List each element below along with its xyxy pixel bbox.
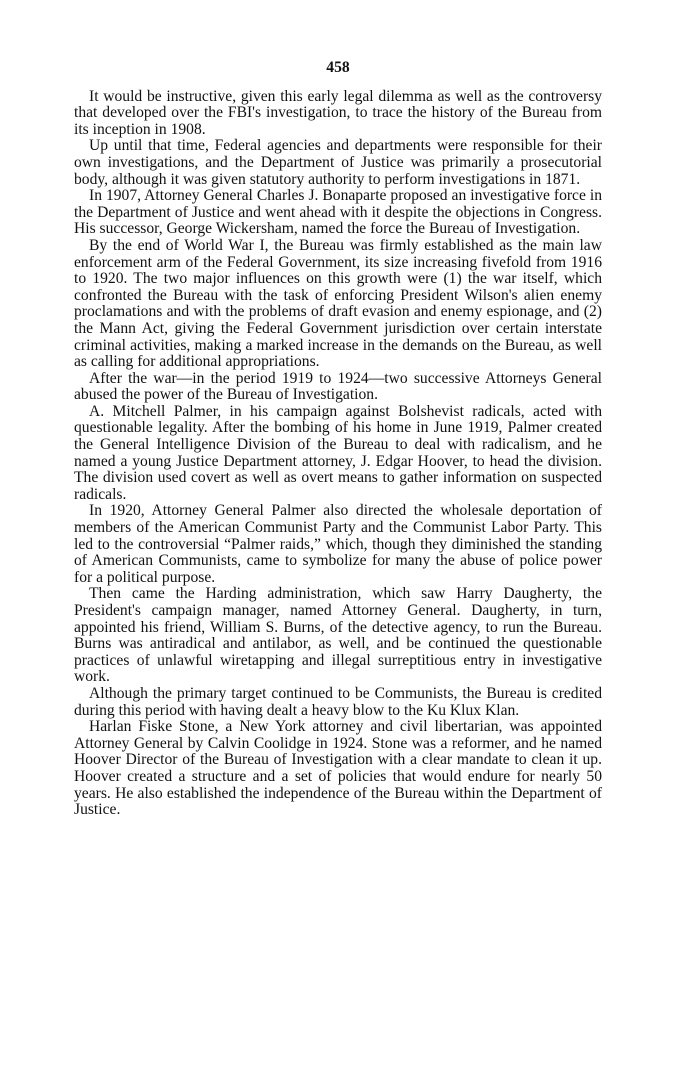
paragraph-1: It would be instructive, given this early legal dilemma as well as the controversy that developed over the FBI's investigation, to trace the history of the Bureau from its inception in 1908. — [74, 87, 602, 138]
paragraph-6: A. Mitchell Palmer, in his campaign against Bolshevist radicals, acted with questionable legality. After the bombing of his home in June 1919, Palmer created the General Intelligence Division of the Bureau to deal with radicalism, and he named a young Justice Department attorney, J. Edgar Hoover, to head the division. The division used covert as well as overt means to gather information on suspected radicals. — [74, 402, 602, 503]
paragraph-7: In 1920, Attorney General Palmer also directed the wholesale deportation of members of the American Communist Party and the Communist Labor Party. This led to the controversial “Palmer raids,” which, though they diminished the standing of American Communists, came to symbolize for many the abuse of police power for a political purpose. — [74, 502, 602, 586]
paragraph-2: Up until that time, Federal agencies and departments were responsible for their own investigations, and the Department of Justice was primarily a prosecutorial body, although it was given statutory authority to perform investigations in 1871. — [74, 137, 602, 188]
paragraph-3: In 1907, Attorney General Charles J. Bonaparte proposed an investigative force in the Department of Justice and went ahead with it despite the objections in Congress. His successor, George Wickersham, named the force the Bureau of Investigation. — [74, 187, 602, 238]
page-number: 458 — [326, 59, 350, 76]
paragraph-8: Then came the Harding administration, which saw Harry Daugherty, the President's campaign manager, named Attorney General. Daugherty, in turn, appointed his friend, William S. Burns, of the detective agency, to run the Bureau. Burns was antiradical and antilabor, as well, and be continued the questionable practices of unlawful wiretapping and illegal surreptitious entry in investigative work. — [74, 585, 602, 686]
paragraph-10: Harlan Fiske Stone, a New York attorney and civil libertarian, was appointed Attorney General by Calvin Coolidge in 1924. Stone was a reformer, and he named Hoover Director of the Bureau of Investigation with a clear mandate to clean it up. Hoover created a structure and a set of policies that would endure for nearly 50 years. He also established the independence of the Bureau within the Department of Justice. — [74, 718, 602, 819]
document-page — [74, 60, 602, 819]
paragraph-5: After the war—in the period 1919 to 1924—two successive Attorneys General abused the power of the Bureau of Investigation. — [74, 369, 602, 404]
paragraph-4: By the end of World War I, the Bureau was firmly established as the main law enforcement arm of the Federal Government, its size increasing fivefold from 1916 to 1920. The two major influences on this growth were (1) the war itself, which confronted the Bureau with the task of enforcing President Wilson's alien enemy proclamations and with the problems of draft evasion and enemy espionage, and (2) the Mann Act, giving the Federal Government jurisdiction over certain interstate criminal activities, making a marked increase in the demands on the Bureau, as well as calling for additional appropriations. — [74, 236, 602, 371]
paragraph-9: Although the primary target continued to be Communists, the Bureau is credited during this period with having dealt a heavy blow to the Ku Klux Klan. — [74, 684, 602, 719]
